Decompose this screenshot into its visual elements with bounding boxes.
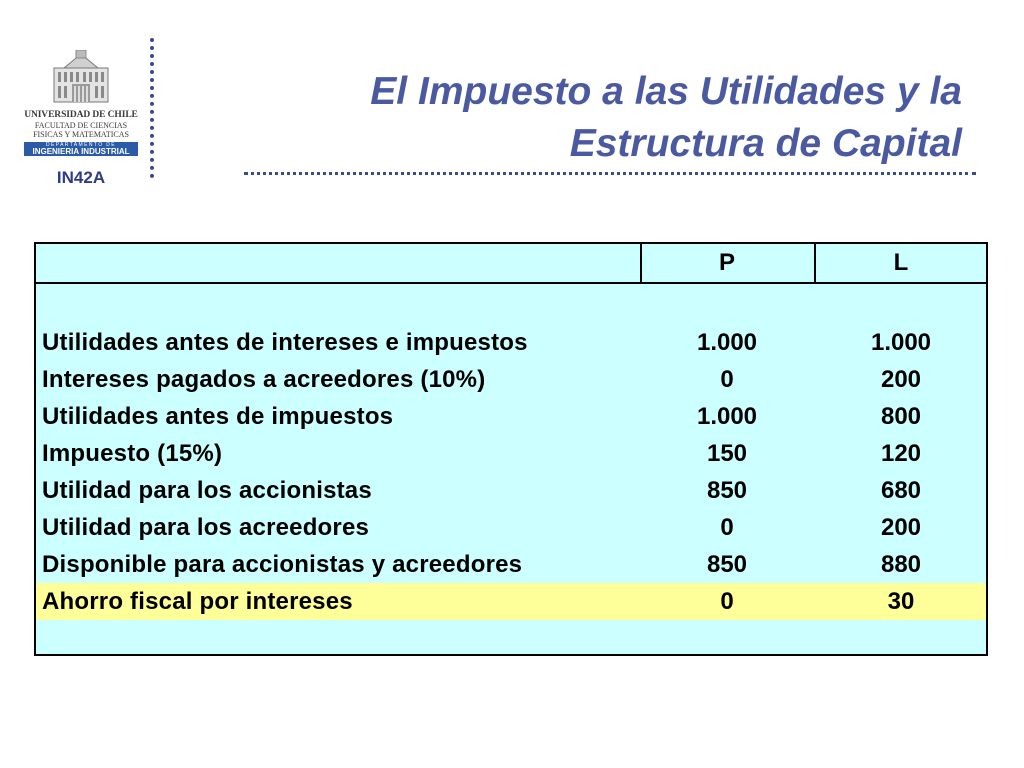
row-value-l: 200: [880, 514, 922, 541]
department-caption: DEPARTAMENTO DE: [45, 142, 117, 148]
vertical-dotted-divider: [150, 38, 154, 178]
row-label: Utilidad para los acreedores: [42, 514, 370, 541]
table-row: [36, 398, 986, 435]
header-column-l: L: [893, 249, 909, 276]
row-label: Utilidades antes de impuestos: [42, 403, 394, 430]
row-value-l: 800: [880, 403, 922, 430]
department-name: INGENIERIA INDUSTRIAL: [32, 147, 130, 156]
row-value-p: 1.000: [696, 329, 758, 356]
row-value-l: 120: [880, 440, 922, 467]
row-value-p: 0: [720, 588, 734, 615]
course-code: IN42A: [56, 168, 106, 187]
row-value-p: 850: [706, 551, 748, 578]
table-header: [36, 244, 986, 284]
table-row: [36, 361, 986, 398]
table-row: [36, 324, 986, 361]
title-dotted-underline: [244, 172, 976, 175]
tax-table: [34, 242, 988, 656]
slide-title: [200, 66, 962, 170]
row-value-p: 850: [706, 477, 748, 504]
faculty-name: FACULTAD DE CIENCIAS FISICAS Y MATEMATICAS: [33, 121, 129, 139]
row-value-l: 30: [887, 588, 915, 615]
row-value-p: 0: [720, 514, 734, 541]
row-value-l: 880: [880, 551, 922, 578]
university-name: UNIVERSIDAD DE CHILE: [24, 110, 138, 120]
row-value-p: 150: [706, 440, 748, 467]
header-column-p: P: [640, 244, 816, 282]
department-band: [24, 142, 138, 156]
title-line-1: El Impuesto a las Utilidades y la: [370, 70, 962, 113]
header-label-column: [36, 244, 642, 282]
university-logo: [20, 50, 142, 190]
row-value-l: 1.000: [870, 329, 932, 356]
row-label: Utilidades antes de intereses e impuestos: [42, 329, 528, 356]
row-label: Utilidad para los accionistas: [42, 477, 372, 504]
table-row: [36, 509, 986, 546]
row-label: Ahorro fiscal por intereses: [42, 588, 353, 615]
table-row-highlighted: [36, 583, 986, 620]
row-value-p: 1.000: [696, 403, 758, 430]
row-value-p: 0: [720, 366, 734, 393]
row-label: Disponible para accionistas y acreedores: [42, 551, 523, 578]
row-value-l: 680: [880, 477, 922, 504]
row-value-l: 200: [880, 366, 922, 393]
title-line-2: Estructura de Capital: [569, 122, 962, 165]
table-row: [36, 472, 986, 509]
table-body: [36, 324, 986, 620]
row-label: Impuesto (15%): [42, 440, 223, 467]
table-row: [36, 435, 986, 472]
table-row: [36, 546, 986, 583]
row-label: Intereses pagados a acreedores (10%): [42, 366, 486, 393]
university-building-icon: [52, 50, 110, 106]
